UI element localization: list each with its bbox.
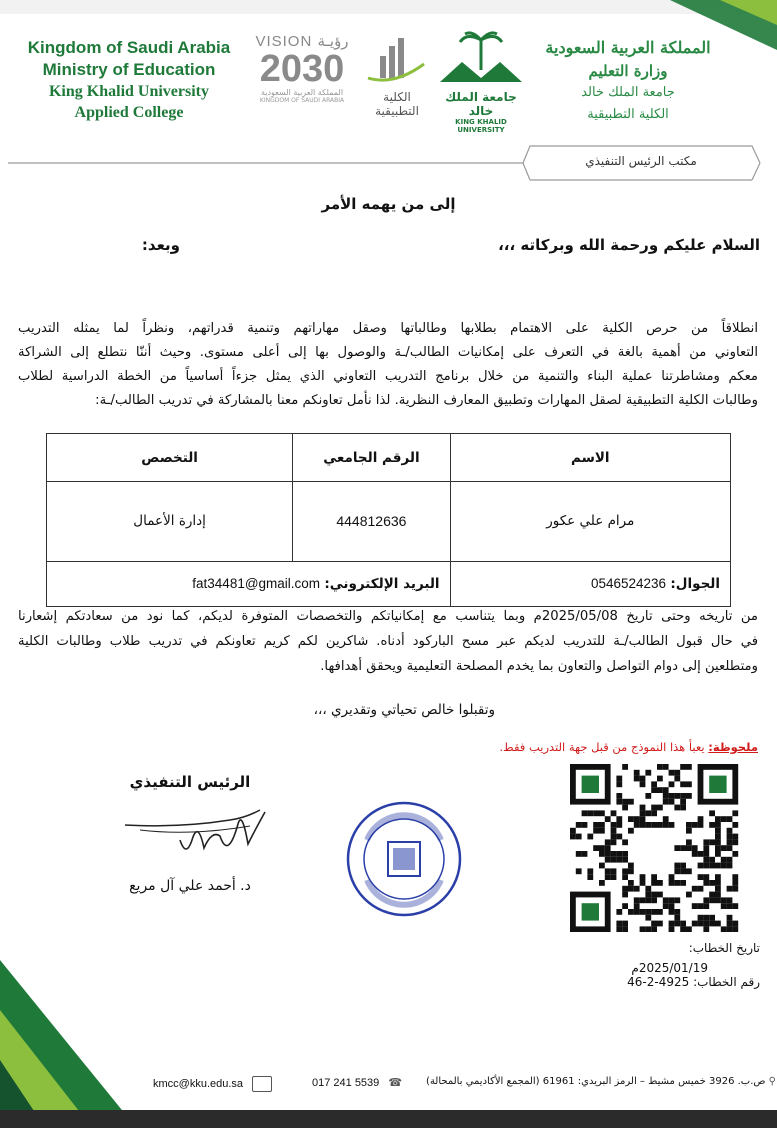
kku-logo — [432, 30, 530, 134]
email-label: البريد الإلكتروني: — [324, 575, 440, 592]
ref-label: رقم الخطاب: — [693, 975, 760, 989]
kingdom-ar: المملكة العربية السعودية — [545, 38, 711, 57]
then-label: وبعد: — [141, 236, 180, 254]
header-id: الرقم الجامعي — [293, 434, 450, 482]
applied-college-logo — [364, 34, 430, 118]
vision-label: VISION رؤيـة — [255, 33, 349, 50]
para1-line: وطالبات الكلية التطبيقية لصقل المهارات وتطبيق المعارف النظرية. لذا نأمل تعاونكم معنا بالمشاركة في تدريب الطالب/ـة: — [95, 393, 758, 408]
header-english — [18, 37, 240, 123]
letter-date-block — [560, 938, 760, 978]
para1-line: انطلاقاً من حرص الكلية على الاهتمام بطلابها وطالباتها وصقل مهاراتهم وتنمية قدراتهم، ونظراً لما يمثله التدريب — [18, 321, 758, 336]
university-ar: جامعة الملك خالد — [581, 85, 675, 100]
paragraph-intro — [18, 317, 758, 413]
header-arabic — [540, 36, 716, 126]
date-label: تاريخ الخطاب: — [688, 941, 760, 955]
kku-logo-en: KING KHALID UNIVERSITY — [455, 118, 507, 134]
college-bars-icon — [364, 34, 430, 86]
ministry-en: Ministry of Education — [42, 60, 216, 79]
para1-line: معكم ومشاطرتنا عملية البناء والتنمية من خلال برنامج التدريب التعاوني الذي يمثل جزءاً أساسياً من الخطة الدراسية لطلاب — [18, 369, 758, 384]
note-text: يعبأ هذا النموذج من قبل جهة التدريب فقط. — [499, 740, 709, 754]
college-logo-text: الكلية التطبيقية — [375, 90, 419, 118]
signature-title: الرئيس التنفيذي — [129, 773, 251, 791]
closing: وتقبلوا خالص تحياتي وتقديري ،،، — [313, 702, 495, 718]
footer — [140, 1064, 777, 1104]
student-id: 444812636 — [293, 482, 450, 561]
para2-line: ومتطلعين إلى دوام التواصل والتعاون بما يخدم المصلحة التعليمية ويحقق أهدافها. — [320, 659, 758, 674]
letter-ref-block — [560, 975, 760, 989]
college-ar: الكلية التطبيقية — [587, 107, 669, 122]
ref-value: 4925-2-46 — [627, 975, 690, 989]
vision-en: KINGDOM OF SAUDI ARABIA — [259, 97, 345, 104]
footer-address — [426, 1076, 776, 1087]
university-en: King Khalid University — [48, 83, 210, 100]
note-label: ملحوظة: — [708, 740, 758, 754]
student-info-table — [46, 433, 731, 607]
envelope-icon — [252, 1076, 272, 1092]
greeting: السلام عليكم ورحمة الله وبركاته ،،، — [498, 236, 760, 254]
email-value: fat34481@gmail.com — [192, 575, 321, 591]
header-major: التخصص — [47, 434, 293, 482]
vision-2030-logo — [246, 32, 358, 112]
bottom-bar — [0, 1110, 777, 1128]
email-text: kmcc@kku.edu.sa — [153, 1077, 244, 1090]
para2-line: من تاريخه وحتى تاريخ 2025/05/08م وبما يتناسب مع إمكانياتكم والتخصصات المتوفرة لديكم، كما نود من سعادتكم إشعارنا — [18, 609, 758, 624]
ministry-ar: وزارة التعليم — [588, 62, 668, 80]
signatory-name: د. أحمد علي آل مريع — [129, 878, 251, 894]
email-cell — [47, 561, 451, 606]
footer-phone — [312, 1076, 402, 1089]
qr-code[interactable] — [566, 762, 742, 932]
para2-line: في حال قبول الطالب/ـة للتدريب لديكم عبر مسح الباركود أدناه. شاكرين لكم كريم تعاونكم في تدريب طلاب وطالبات الكلية — [18, 634, 758, 649]
handwritten-signature — [120, 800, 280, 870]
kku-logo-ar: جامعة الملك خالد — [445, 90, 517, 118]
vision-ar: المملكة العربية السعودية — [260, 88, 344, 97]
address-text: ص.ب. 3926 خميس مشيط – الرمز البريدي: 61961 (المجمع الأكاديمي بالمحالة) — [426, 1076, 766, 1087]
mobile-value: 0546524236 — [590, 575, 667, 591]
footer-email — [153, 1076, 272, 1092]
letter-title: إلى من يهمه الأمر — [321, 195, 456, 213]
office-tab-label: مكتب الرئيس التنفيذي — [585, 154, 697, 168]
student-name: مرام علي عكور — [450, 482, 730, 561]
vision-year: 2030 — [259, 48, 345, 90]
mobile-label: الجوال: — [670, 575, 720, 592]
location-icon: ⚲ — [768, 1076, 776, 1087]
college-en: Applied College — [74, 104, 184, 121]
mobile-cell — [450, 561, 730, 606]
kingdom-en: Kingdom of Saudi Arabia — [27, 38, 231, 57]
student-major: إدارة الأعمال — [47, 482, 293, 561]
header-name: الاسم — [450, 434, 730, 482]
phone-icon: ☎ — [388, 1077, 403, 1089]
note — [440, 740, 758, 754]
date-value: 2025/01/19م — [631, 961, 708, 975]
para1-line: التعاوني من أهمية بالغة في التعرف على إمكانيات الطالب/ـة والوصول بها إلى أعلى مستوى. وحيث أننّا نتطلع إلى الشراكة — [18, 345, 758, 360]
official-stamp — [345, 800, 463, 918]
paragraph-request — [18, 604, 758, 679]
kku-palm-icon — [432, 30, 530, 86]
phone-text: 017 241 5539 — [312, 1077, 380, 1089]
